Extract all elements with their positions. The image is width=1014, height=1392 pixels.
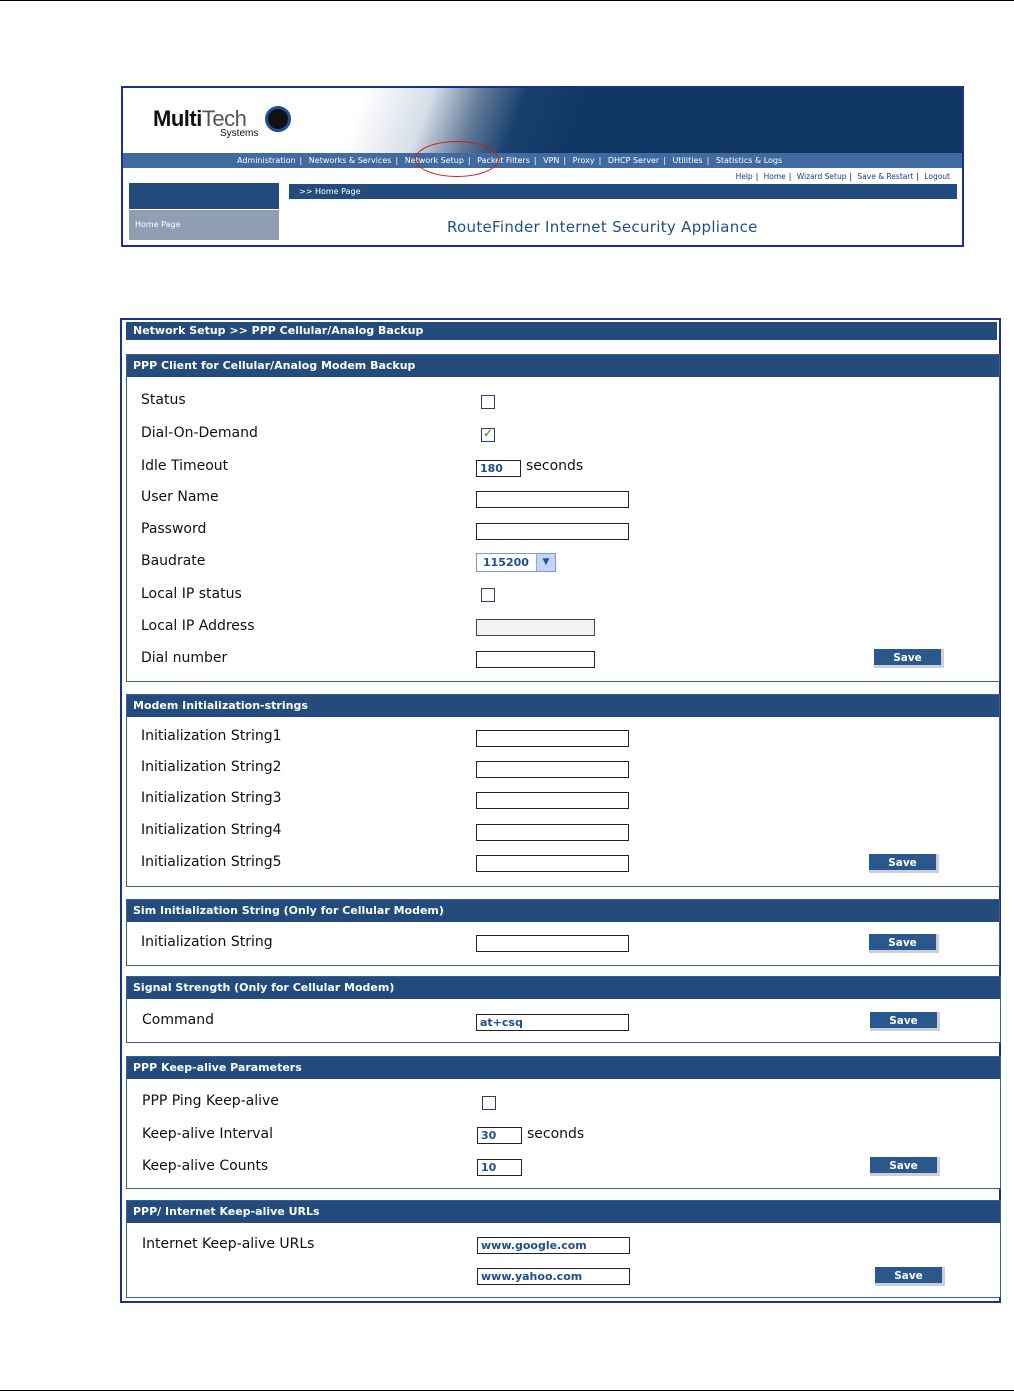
check-icon: ✓	[483, 426, 494, 440]
logo-ball-icon	[265, 106, 291, 132]
init-string5-input[interactable]	[476, 855, 629, 872]
password-label: Password	[141, 521, 207, 537]
init-string4-input[interactable]	[476, 824, 629, 841]
nav-packet-filters[interactable]: Packet Filters	[477, 156, 530, 165]
highlight-circle	[415, 141, 499, 177]
init-string1-label: Initialization String1	[141, 728, 282, 744]
command-label: Command	[142, 1012, 214, 1028]
util-home[interactable]: Home	[763, 172, 786, 181]
local-ip-label: Local IP Address	[141, 618, 255, 634]
ppp-backup-page	[120, 318, 1001, 1303]
nav-networks-services[interactable]: Networks & Services	[308, 156, 392, 165]
url2-input[interactable]: www.yahoo.com	[477, 1268, 630, 1285]
init-string3-label: Initialization String3	[141, 790, 282, 806]
dial-number-input[interactable]	[476, 651, 595, 668]
local-ip-input[interactable]	[476, 619, 595, 636]
modem-init-save-button[interactable]: Save	[869, 854, 939, 873]
header-breadcrumb: >> Home Page	[289, 184, 957, 199]
ping-keepalive-label: PPP Ping Keep-alive	[142, 1093, 279, 1109]
keepalive-interval-input[interactable]: 30	[477, 1127, 522, 1144]
keepalive-save-button[interactable]: Save	[870, 1157, 940, 1176]
page-top-rule	[0, 0, 1014, 1]
nav-dhcp-server[interactable]: DHCP Server	[607, 156, 660, 165]
status-checkbox[interactable]	[481, 395, 495, 409]
multitech-logo: MultiTech	[153, 106, 247, 131]
main-nav: Administration | Networks & Services | Network Setup | Packet Filters | VPN | Proxy | DHCP Server | Utilities | Statistics & Logs	[123, 153, 962, 168]
keepalive-interval-unit: seconds	[527, 1126, 585, 1142]
ppp-client-save-button[interactable]: Save	[874, 649, 944, 668]
page-breadcrumb: Network Setup >> PPP Cellular/Analog Backup	[126, 322, 997, 340]
dod-checkbox[interactable]	[481, 428, 495, 442]
keepalive-title: PPP Keep-alive Parameters	[127, 1057, 1000, 1079]
nav-network-setup[interactable]: Network Setup	[404, 156, 464, 165]
util-save-restart[interactable]: Save & Restart	[857, 172, 914, 181]
modem-init-title: Modem Initialization-strings	[127, 695, 999, 717]
init-string5-label: Initialization String5	[141, 854, 282, 870]
init-string1-input[interactable]	[476, 730, 629, 747]
logo-subtitle: Systems	[220, 128, 259, 139]
nav-vpn[interactable]: VPN	[543, 156, 560, 165]
util-logout[interactable]: Logout	[924, 172, 950, 181]
keepalive-urls-label: Internet Keep-alive URLs	[142, 1236, 315, 1252]
command-input[interactable]: at+csq	[476, 1014, 629, 1031]
keepalive-counts-input[interactable]: 10	[477, 1159, 522, 1176]
idle-timeout-unit: seconds	[526, 458, 584, 474]
init-string3-input[interactable]	[476, 792, 629, 809]
ppp-client-panel	[126, 354, 1000, 682]
nav-utilities[interactable]: Utilities	[672, 156, 703, 165]
baudrate-label: Baudrate	[141, 553, 206, 569]
sim-init-label: Initialization String	[141, 934, 273, 950]
init-string2-input[interactable]	[476, 761, 629, 778]
keepalive-urls-title: PPP/ Internet Keep-alive URLs	[127, 1201, 1000, 1223]
keepalive-panel	[126, 1056, 1001, 1189]
password-input[interactable]	[476, 523, 629, 540]
idle-timeout-input[interactable]: 180	[476, 460, 521, 477]
status-label: Status	[141, 392, 186, 408]
left-home-page-link[interactable]: Home Page	[129, 210, 279, 240]
page-bottom-rule	[0, 1390, 1014, 1391]
left-panel-header	[129, 183, 279, 209]
signal-save-button[interactable]: Save	[870, 1012, 940, 1031]
keepalive-urls-panel	[126, 1200, 1001, 1298]
chevron-down-icon[interactable]: ▼	[536, 554, 555, 571]
sim-init-panel	[126, 899, 1000, 966]
user-name-input[interactable]	[476, 491, 629, 508]
nav-administration[interactable]: Administration	[237, 156, 296, 165]
util-wizard-setup[interactable]: Wizard Setup	[796, 172, 847, 181]
app-title: RouteFinder Internet Security Appliance	[447, 218, 758, 236]
nav-proxy[interactable]: Proxy	[572, 156, 595, 165]
local-ip-status-checkbox[interactable]	[481, 588, 495, 602]
url1-input[interactable]: www.google.com	[477, 1237, 630, 1254]
ppp-client-title: PPP Client for Cellular/Analog Modem Backup	[127, 355, 999, 377]
dod-label: Dial-On-Demand	[141, 425, 258, 441]
utility-links: Help | Home | Wizard Setup | Save & Restart | Logout	[735, 172, 950, 181]
signal-strength-title: Signal Strength (Only for Cellular Modem)	[127, 977, 1000, 999]
local-ip-status-label: Local IP status	[141, 586, 242, 602]
ping-keepalive-checkbox[interactable]	[482, 1096, 496, 1110]
nav-statistics-logs[interactable]: Statistics & Logs	[715, 156, 783, 165]
header-banner	[123, 88, 962, 153]
signal-strength-panel	[126, 976, 1001, 1043]
urls-save-button[interactable]: Save	[875, 1267, 945, 1286]
init-string2-label: Initialization String2	[141, 759, 282, 775]
user-name-label: User Name	[141, 489, 219, 505]
modem-init-panel	[126, 694, 1000, 887]
util-help[interactable]: Help	[735, 172, 753, 181]
init-string4-label: Initialization String4	[141, 822, 282, 838]
baudrate-select[interactable]: 115200 ▼	[476, 553, 556, 572]
sim-init-save-button[interactable]: Save	[869, 934, 939, 953]
sim-init-title: Sim Initialization String (Only for Cellular Modem)	[127, 900, 999, 922]
sim-init-input[interactable]	[476, 935, 629, 952]
keepalive-counts-label: Keep-alive Counts	[142, 1158, 269, 1174]
idle-timeout-label: Idle Timeout	[141, 458, 229, 474]
dial-number-label: Dial number	[141, 650, 228, 666]
keepalive-interval-label: Keep-alive Interval	[142, 1126, 273, 1142]
appliance-header	[121, 86, 964, 247]
